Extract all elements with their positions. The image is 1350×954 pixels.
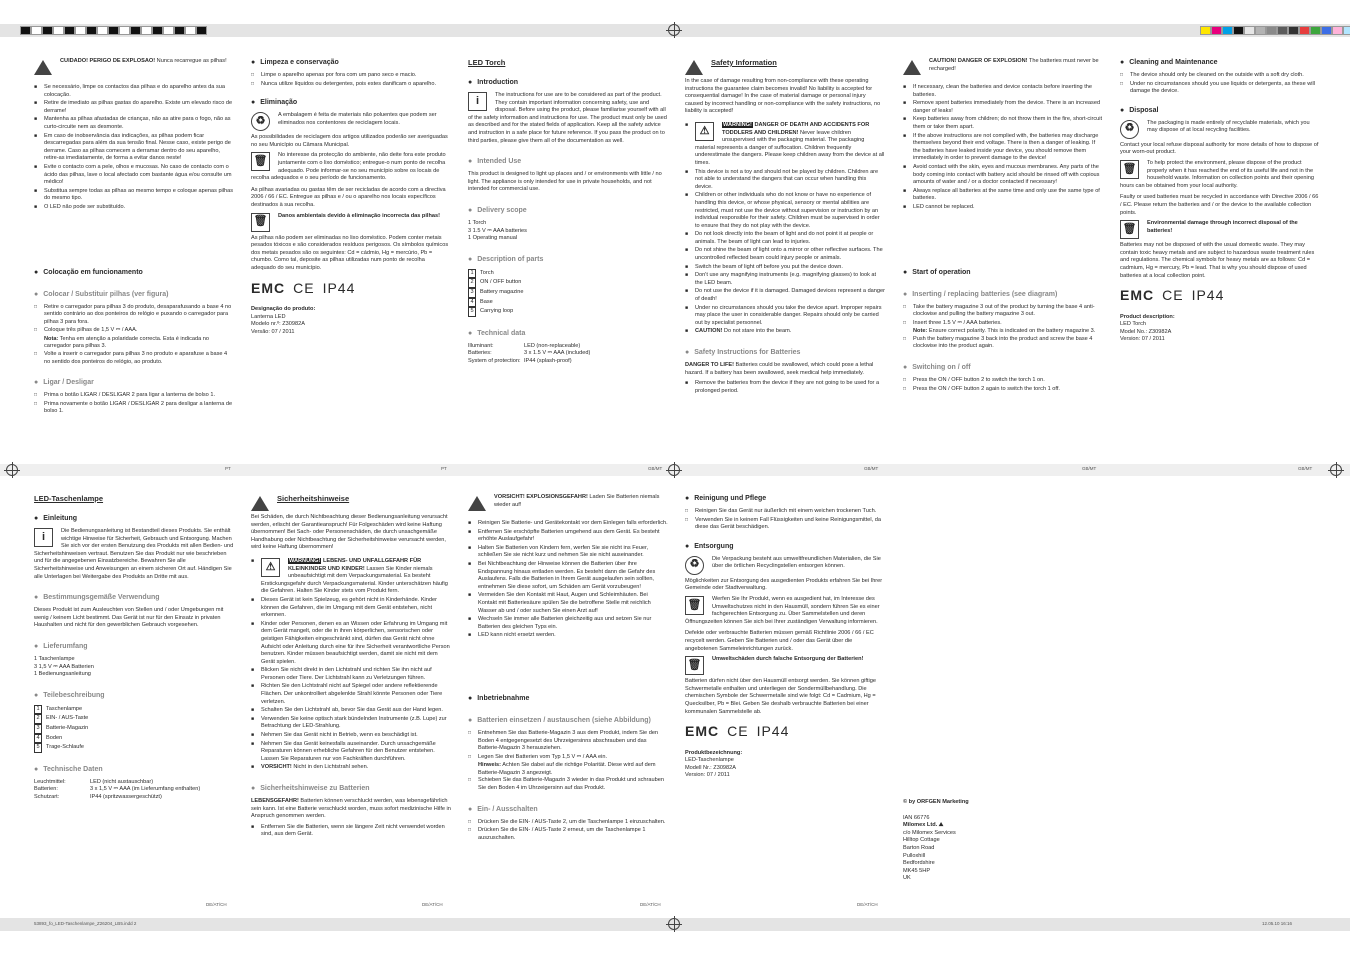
list-item: ■ Always replace all batteries at the same time and only use the same type of batteries.: [903, 188, 1103, 203]
list-item: ■ Reinigen Sie Batterie- und Gerätekontakt vor dem Einlegen falls erforderlich.: [468, 520, 668, 528]
color-swatch: [1343, 26, 1350, 35]
text-line: 3 1.5 V ⎓ AAA batteries: [468, 227, 527, 234]
part-item: [34, 714, 234, 724]
list-item: ■ Keep batteries away from children; do not throw them in the fire, short-circuit them or take them apart.: [903, 116, 1103, 131]
list-item: ■ Bei Nichtbeachtung der Hinweise können die Batterien über ihre Endspannung hinaus entladen werden. Es besteht dann die Gefahr des Auslaufens. Falls die Batterien in Ihrem Gerät ausgelaufen sein sollten, entnehmen Sie diese sofort, um Schäden am Gerät vorzubeugen!: [468, 561, 668, 591]
list-item: □ Press the ON / OFF button 2 again to switch the torch 1 off.: [903, 386, 1103, 394]
text-line: MK45 5HP: [903, 867, 931, 874]
list-item: □ The device should only be cleaned on the outside with a soft dry cloth.: [1120, 72, 1320, 80]
color-swatch: [20, 26, 31, 35]
color-swatch: [1222, 26, 1233, 35]
list-item: ■ Richten Sie den Lichtstrahl nicht auf Spiegel oder andere reflektierende Flächen. Der unkontrolliert abgelenkte Strahl könnte Personen oder Tiere verletzen.: [251, 683, 451, 706]
part-label: Batterie-Magazin: [46, 724, 89, 731]
lang-label: PT: [225, 466, 231, 471]
tech-row: [468, 358, 668, 366]
part-item: [34, 705, 234, 715]
text-line: 1 Operating manual: [468, 235, 518, 242]
color-swatch: [1211, 26, 1222, 35]
list-item: ■ Em caso de inobservância das indicações, as pilhas podem ficar descarregadas para além da sua tensão final. Nesse caso, existe perigo de derrame. Caso as pilhas comecem a derramar dentro do seu aparelho, retire-as imediatamente, de forma a evitar danos neste!: [34, 133, 234, 163]
color-swatch: [75, 26, 86, 35]
text-line: 1 Torch: [468, 219, 487, 226]
text-line: Lanterna LED: [251, 313, 286, 320]
list-item: ■ Do not shine the beam of light onto a mirror or other reflective surfaces. The uncontrolled reflected beam could injury people or animals.: [685, 247, 885, 262]
tech-row: [34, 794, 234, 802]
part-item: [468, 298, 668, 308]
lang-label: DE/AT/CH: [206, 902, 227, 907]
text-line: 1 Bedienungsanleitung: [34, 671, 91, 678]
part-item: [468, 307, 668, 317]
lang-label: GB/MT: [1298, 466, 1313, 471]
section-heading: ● Introduction: [468, 78, 668, 88]
text-line: Hilltop Cottage: [903, 837, 940, 844]
color-swatch: [1266, 26, 1277, 35]
list-item: ■ Kinder oder Personen, denen es an Wissen oder Erfahrung im Umgang mit dem Gerät mangelt, oder die in ihren körperlichen, sensorischen oder geistigen Fähigkeiten eingeschränkt sind, dürfen das Gerät nicht ohne Aufsicht oder Anleitung durch eine für ihre Sicherheit verantwortliche Person benutzen. Kinder müssen beaufsichtigt werden, damit sie nicht mit dem Gerät spielen.: [251, 621, 451, 667]
color-swatch: [1310, 26, 1321, 35]
section-heading: ● Reinigung und Pflege: [685, 494, 885, 504]
copyright: © by ORFGEN Marketing: [903, 799, 969, 805]
part-item: [468, 288, 668, 298]
part-label: Carrying loop: [480, 308, 514, 315]
lang-label: GB/MT: [864, 466, 879, 471]
column-gb-1: LED Torch ● Introduction i The instructions for use are to be considered as part of the product. They contain important information concerning safety, use and disposal. Before using the product, please familiarise yourself with all of the safety information and instructions for use. The product must only be used as described and for the stated fields of application. Keep all the safety advice and instruction in a safe place for future reference. If you pass the product on to third parties, please give them all of the documentation as well. ● Intended Use This product is designed to light up places and / or environments with little / no light. The appliance is only intended for use in private households, and not intended for commercial use. ● Delivery scope 1 Torch 3 1.5 V ⎓ AAA batteries 1 Operating manual ● Description of parts 1 Torch 2 ON / OFF button 3 Battery magazine 4 Base 5 Carrying loop ● Technical data Illuminant: LED (non-replaceable) Batteries: 3 x 1.5 V ⎓ AAA (included) System of protection: IP44 (splash-proof): [468, 58, 668, 365]
section-heading: ● Lieferumfang: [34, 642, 234, 652]
list-item: ■ Avoid contact with the skin, eyes and mucous membranes. Any parts of the body coming into contact with battery acid should be rinsed off with copious amounts of water and / or a doctor contacted if necessary!: [903, 164, 1103, 187]
list-item: □ Press the ON / OFF button 2 to switch the torch 1 on.: [903, 377, 1103, 385]
part-label: Base: [480, 298, 493, 305]
recycle-icon: ♻: [1120, 120, 1139, 139]
text-line: 3 1,5 V ⎓ AAA Batterien: [34, 663, 94, 670]
warning-triangle-icon: [903, 60, 921, 75]
list-item: ■ If the above instructions are not complied with, the batteries may discharge themselves beyond their end voltage. There is then a danger of leaking. If the batteries have leaked inside your device, you should remove them immediately in order to prevent damage to the device!: [903, 133, 1103, 163]
file-name: 53893_fo_LED-Taschenlampe_Z26204_LB5.indd 2: [34, 921, 137, 926]
section-heading: ● Delivery scope: [468, 206, 668, 216]
part-item: [34, 724, 234, 734]
registration-mark: [6, 464, 18, 476]
color-swatch: [185, 26, 196, 35]
section-heading: ● Eliminação: [251, 98, 451, 108]
recycle-icon: ♻: [251, 112, 270, 131]
crossed-bin-icon: 🗑: [1120, 160, 1139, 179]
section-heading: ● Limpeza e conservação: [251, 58, 451, 68]
list-item: ■ If necessary, clean the batteries and device contacts before inserting the batteries.: [903, 84, 1103, 99]
list-item: ■ Children or other individuals who do not know or have no experience of handling this device, or whose physical, sensory or mental abilities are restricted, must not use the device without supervision or instruction by an individual responsible for their safety. Children must be supervised in order to ensure that they do not play with the device.: [685, 192, 885, 230]
tech-value: IP44 (splash-proof): [524, 357, 572, 364]
battery-bin-icon: 🗑: [685, 656, 704, 675]
colorbar-left: [20, 26, 207, 35]
tech-value: LED (nicht austauschbar): [90, 778, 154, 785]
column-gb-4: ● Cleaning and Maintenance □ The device should only be cleaned on the outside with a soft dry cloth. □ Under no circumstances should you use liquids or detergents, as these will damage the device. ● Disposal ♻ The packaging is made entirely of recyclable materials, which you may dispose of at local recycling facilities. Contact your local refuse disposal authority for more details of how to dispose of your worn-out product. 🗑 To help protect the environment, please dispose of the product properly when it has reached the end of its useful life and not in the household waste. Information on collection points and their opening hours can be obtained from your local authority. Faulty or used batteries must be recycled in accordance with Directive 2006 / 66 / EC. Please return the batteries and / or the device to the available collection points. 🗑 Environmental damage through incorrect disposal of the batteries! Batteries may not be disposed of with the usual domestic waste. They may contain toxic heavy metals and are subject to hazardous waste treatment rules and regulations. The chemical symbols for heavy metals are as follows: Cd = cadmium, Hg = mercury, Pb = lead. That is why you should dispose of used batteries at a local collection point. EMC CE IP44 Product description: LED Torch Model No.: Z30982A Version: 07 / 2011: [1120, 58, 1320, 344]
color-swatch: [1332, 26, 1343, 35]
section-heading: ● Start of operation: [903, 268, 1103, 278]
list-item: ■ O LED não pode ser substituído.: [34, 204, 234, 212]
tech-value: 3 x 1,5 V ⎓ AAA (im Lieferumfang enthalten): [90, 786, 201, 793]
text-line: Version: 07 / 2011: [685, 772, 730, 779]
list-item: ■ This device is not a toy and should not be played by children. Children are not able to understand the dangers that can occur when handling this device.: [685, 169, 885, 192]
list-item: □ Limpe o aparelho apenas por fora com um pano seco e macio.: [251, 72, 451, 80]
list-item: ■ Remove spent batteries immediately from the device. There is an increased danger of leaks!: [903, 100, 1103, 115]
part-number: 3: [34, 724, 42, 734]
part-number: 2: [34, 714, 42, 724]
child-warning-icon: ■ ⚠: [695, 122, 714, 141]
list-item: □ Entnehmen Sie das Batterie-Magazin 3 aus dem Produkt, indem Sie den Boden 4 entgegengesetzt des Uhrzeigersinns abschrauben und das Batterie-Magazin 3 herausziehen.: [468, 730, 668, 753]
list-item: ■ Nehmen Sie das Gerät nicht in Betrieb, wenn es beschädigt ist.: [251, 732, 451, 740]
part-item: [34, 734, 234, 744]
part-label: ON / OFF button: [480, 279, 522, 286]
part-number: 4: [34, 734, 42, 744]
section-heading: ● Colocação em funcionamento: [34, 268, 234, 278]
part-number: 5: [468, 307, 476, 317]
list-item: □ Nunca utilize líquidos ou detergentes, pois estes danificam o aparelho.: [251, 81, 451, 89]
list-item: ■ Evite o contacto com a pele, olhos e mucosas. No caso de contacto com o ácido das pilhas, lave o local afectado com bastante água e/ou consulte um médico!: [34, 164, 234, 187]
list-item: ■ Don't use any magnifying instruments (e.g. magnifying glasses) to look at the LED beam.: [685, 272, 885, 287]
section-heading: ● Bestimmungsgemäße Verwendung: [34, 593, 234, 603]
list-item: ■ Entfernen Sie erschöpfte Batterien umgehend aus dem Gerät. Es besteht erhöhte Auslaufgefahr!: [468, 529, 668, 544]
list-item: □ Under no circumstances should you use liquids or detergents, as these will damage the device.: [1120, 81, 1320, 96]
section-heading: ● Safety Instructions for Batteries: [685, 348, 885, 358]
color-swatch: [196, 26, 207, 35]
text-line: Modelo nr.º: Z30982A: [251, 321, 305, 328]
list-item: ■ Nehmen Sie das Gerät keinesfalls auseinander. Durch unsachgemäße Reparaturen können erhebliche Gefahren für den Benutzer entstehen. Lassen Sie Reparaturen nur von Fachkräften durchführen.: [251, 741, 451, 764]
list-item: ■ Verwenden Sie keine optisch stark bündelnden Instrumente (z.B. Lupe) zur Betrachtung der LED-Strahlung.: [251, 716, 451, 731]
part-number: 2: [468, 278, 476, 288]
color-swatch: [53, 26, 64, 35]
color-swatch: [130, 26, 141, 35]
registration-mark: [668, 464, 680, 476]
list-item: □ Retire o carregador para pilhas 3 do produto, desaparafusando a base 4 no sentido contrário ao dos ponteiros do relógio e puxando o carregador para pilhas 3 para fora.: [34, 304, 234, 327]
part-label: Boden: [46, 734, 63, 741]
part-label: Torch: [480, 269, 494, 276]
color-swatch: [1288, 26, 1299, 35]
tech-key: Batteries:: [468, 350, 492, 357]
tech-key: Schutzart:: [34, 793, 60, 800]
lang-label: GB/MT: [648, 466, 663, 471]
section-heading: Safety Information: [685, 58, 885, 68]
note: Nota: Tenha em atenção a polaridade correcta. Esta é indicada no carregador para pilhas 3.: [44, 335, 210, 350]
note: Hinweis: Achten Sie dabei auf die richtige Polarität. Diese wird auf dem Batterie-Magazin 3 angezeigt.: [478, 762, 656, 776]
color-swatch: [1233, 26, 1244, 35]
explosion-warning: CUIDADO! PERIGO DE EXPLOSÃO! Nunca recarregue as pilhas!: [34, 58, 234, 66]
text-line: Bedfordshire: [903, 860, 935, 867]
list-item: ■ LED kann nicht ersetzt werden.: [468, 632, 668, 640]
section-heading: ● Technical data: [468, 329, 668, 339]
section-heading: ● Intended Use: [468, 157, 668, 167]
tech-row: [34, 779, 234, 787]
section-heading: ● Sicherheitshinweise zu Batterien: [251, 784, 451, 794]
section-heading: ● Entsorgung: [685, 542, 885, 552]
info-book-icon: i: [34, 528, 53, 547]
text-line: Barton Road: [903, 844, 935, 851]
text-line: UK: [903, 875, 911, 882]
list-item: ■ Retire de imediato as pilhas gastas do aparelho. Existe um elevado risco de derrame!: [34, 100, 234, 115]
lang-label: DE/AT/CH: [640, 902, 661, 907]
color-swatch: [1200, 26, 1211, 35]
color-swatch: [97, 26, 108, 35]
tech-row: [34, 786, 234, 794]
text-line: Model No.: Z30982A: [1120, 328, 1172, 335]
mountain-logo-icon: ⛰: [938, 822, 944, 829]
part-number: 5: [34, 743, 42, 753]
crossed-bin-icon: 🗑: [251, 152, 270, 171]
section-heading: ● Description of parts: [468, 255, 668, 265]
list-item: ■ Substitua sempre todas as pilhas ao mesmo tempo e coloque apenas pilhas do mesmo tipo.: [34, 188, 234, 203]
list-item: □ Reinigen Sie das Gerät nur äußerlich mit einem weichen trockenen Tuch.: [685, 508, 885, 516]
section-heading: ● Einleitung: [34, 514, 234, 524]
certification-marks: EMC CE IP44: [685, 723, 790, 740]
color-swatch: [1321, 26, 1332, 35]
part-item: [468, 269, 668, 279]
part-number: 3: [468, 288, 476, 298]
tech-key: Batterien:: [34, 786, 58, 793]
part-label: Taschenlampe: [46, 705, 83, 712]
color-swatch: [163, 26, 174, 35]
text-line: c/o Milomex Services: [903, 829, 956, 836]
certification-marks: EMC CE IP44: [1120, 287, 1225, 304]
warning-triangle-icon: [685, 60, 703, 75]
list-item: □ Prima novamente o botão LIGAR / DESLIGAR 2 para desligar a lanterna de bolso 1.: [34, 401, 234, 416]
column-pt-2: ● Limpeza e conservação □ Limpe o aparelho apenas por fora com um pano seco e macio. □ Nunca utilize líquidos ou detergentes, pois estes danificam o aparelho. ● Eliminação ♻ A embalagem é feita de materiais não poluentes que podem ser eliminados nos contentores de reciclagem locais. As possibilidades de reciclagem dos artigos utilizados poderão ser averiguadas no seu Município ou Câmara Municipal. 🗑 No interesse da protecção do ambiente, não deite fora este produto juntamente com o lixo doméstico; entregue-o num ponto de recolha adequado. Pode informar-se no seu município sobre os locais de recolha adequados e o seu período de funcionamento. As pilhas avariadas ou gastas têm de ser recicladas de acordo com a directiva 2006 / 66 / EC. Entregue as pilhas e / ou o aparelho nos locais específicos destinados à sua recolha. 🗑 Danos ambientais devido à eliminação incorrecta das pilhas! As pilhas não podem ser eliminadas no lixo doméstico. Podem conter metais pesados tóxicos e são considerados resíduos perigosos. Os símbolos químicos dos metais pesados são os seguintes: Cd = cádmio, Hg = mercúrio, Pb = chumbo. Como tal, deposite as pilhas utilizadas num ponto de recolha adequado do seu município. EMC CE IP44 Designação do produto: Lanterna LED Modelo nr.º: Z30982A Versão: 07 / 2011: [251, 58, 451, 336]
registration-mark: [1330, 464, 1342, 476]
list-item: □ Prima o botão LIGAR / DESLIGAR 2 para ligar a lanterna de bolso 1.: [34, 392, 234, 400]
tech-key: Leuchtmittel:: [34, 778, 66, 785]
note: Note: Ensure correct polarity. This is indicated on the battery magazine 3.: [913, 328, 1096, 335]
color-swatch: [141, 26, 152, 35]
section-heading: ● Disposal: [1120, 106, 1320, 116]
section-heading: ● Inbetriebnahme: [468, 694, 668, 704]
child-warning-icon: ■ ⚠: [261, 558, 280, 577]
list-item: ■ Se necessário, limpe os contactos das pilhas e do aparelho antes da sua colocação.: [34, 84, 234, 99]
part-number: 1: [34, 705, 42, 715]
section-heading: ● Ein- / Ausschalten: [468, 805, 668, 815]
color-swatch: [108, 26, 119, 35]
battery-bin-icon: 🗑: [251, 213, 270, 232]
tech-value: LED (non-replaceable): [524, 342, 581, 349]
column-de-1: LED-Taschenlampe ● Einleitung i Die Bedienungsanleitung ist Bestandteil dieses Produkts. Sie enthält wichtige Hinweise für Sicherheit, Gebrauch und Entsorgung. Machen Sie sich vor der ersten Benutzung des Produkts mit allen Bedien- und Sicherheitshinweisen vertraut. Benutzen Sie das Produkt nur wie beschrieben und für die angegebenen Einsatzbereiche. Bewahren Sie alle Sicherheitshinweise und Anweisungen an einem sicheren Ort auf. Händigen Sie alle Unterlagen bei Weitergabe des Produkts an Dritte mit aus. ● Bestimmungsgemäße Verwendung Dieses Produkt ist zum Ausleuchten von Stellen und / oder Umgebungen mit wenig / keinem Licht bestimmt. Das Gerät ist nur für den Einsatz in privaten Haushalten und nicht für den gewerblichen Gebrauch vorgesehen. ● Lieferumfang 1 Taschenlampe 3 1,5 V ⎓ AAA Batterien 1 Bedienungsanleitung ● Teilebeschreibung 1 Taschenlampe 2 EIN- / AUS-Taste 3 Batterie-Magazin 4 Boden 5 Trage-Schlaufe ● Technische Daten Leuchtmittel: LED (nicht austauschbar) Batterien: 3 x 1,5 V ⎓ AAA (im Lieferumfang enthalten) Schutzart: IP44 (spritzwassergeschützt): [34, 494, 234, 801]
list-item: □ Drücken Sie die EIN- / AUS-Taste 2 erneut, um die Taschenlampe 1 auszuschalten.: [468, 827, 668, 842]
colorbar-right: [1200, 26, 1350, 35]
caution-note: ■ CAUTION! Do not stare into the beam.: [685, 328, 885, 336]
certification-marks: EMC CE IP44: [251, 279, 356, 296]
list-item: □ Coloque três pilhas de 1,5 V ⎓ / AAA.: [34, 327, 234, 335]
part-item: [34, 743, 234, 753]
battery-bin-icon: 🗑: [1120, 220, 1139, 239]
section-heading: ● Colocar / Substituir pilhas (ver figura): [34, 290, 234, 300]
list-item: ■ Switch the beam of light off before you put the device down.: [685, 264, 885, 272]
text-line: Modell Nr.: Z30982A: [685, 764, 736, 771]
list-item: ■ Vermeiden Sie den Kontakt mit Haut, Augen und Schleimhäuten. Bei Kontakt mit Batteriesäure spülen Sie die betroffene Stelle mit reichlich Wasser ab und / oder suchen Sie einen Arzt auf!: [468, 592, 668, 615]
list-item: □ Legen Sie drei Batterien vom Typ 1,5 V ⎓ / AAA ein.: [468, 754, 668, 762]
list-item: □ Take the battery magazine 3 out of the product by turning the base 4 anti-clockwise and pulling the battery magazine 3 out.: [903, 304, 1103, 319]
document-title: LED-Taschenlampe: [34, 494, 104, 503]
color-swatch: [64, 26, 75, 35]
color-swatch: [1277, 26, 1288, 35]
text-line: Versão: 07 / 2011: [251, 328, 295, 335]
lang-label: GB/MT: [1082, 466, 1097, 471]
ian-number: IAN 66776: [903, 814, 930, 821]
list-item: ■ Blicken Sie nicht direkt in den Lichtstrahl und richten Sie ihn nicht auf Personen oder Tiere. Der Lichtstrahl kann zu Verletzungen führen.: [251, 667, 451, 682]
section-heading: ● Technische Daten: [34, 765, 234, 775]
caution-note: ■ VORSICHT! Nicht in den Lichtstrahl sehen.: [251, 764, 451, 772]
warning-triangle-icon: [468, 496, 486, 511]
tech-value: IP44 (spritzwassergeschützt): [90, 793, 162, 800]
column-de-3: VORSICHT! EXPLOSIONSGEFAHR! Laden Sie Batterien niemals wieder auf! ■ Reinigen Sie Batterie- und Gerätekontakt vor dem Einlegen falls erforderlich. ■ Entfernen Sie erschöpfte Batterien umgehend aus dem Gerät. Es besteht erhöhte Auslaufgefahr! ■ Halten Sie Batterien von Kindern fern, werfen Sie sie nicht ins Feuer, schließen Sie sie nicht kurz und nehmen Sie sie nicht auseinander. ■ Bei Nichtbeachtung der Hinweise können die Batterien über ihre Endspannung hinaus entladen werden. Es besteht dann die Gefahr des Auslaufens. Falls die Batterien in Ihrem Gerät ausgelaufen sein sollten, entnehmen Sie diese sofort, um Schäden am Gerät vorzubeugen! ■ Vermeiden Sie den Kontakt mit Haut, Augen und Schleimhäuten. Bei Kontakt mit Batteriesäure spülen Sie die betroffene Stelle mit reichlich Wasser ab und / oder suchen Sie einen Arzt auf! ■ Wechseln Sie immer alle Batterien gleichzeitig aus und setzen Sie nur Batterien des gleichen Typs ein. ■ LED kann nicht ersetzt werden. ● Inbetriebnahme ● Batterien einsetzen / austauschen (siehe Abbildung) □ Entnehmen Sie das Batterie-Magazin 3 aus dem Produkt, indem Sie den Boden 4 entgegengesetzt des Uhrzeigersinns abschrauben und das Batterie-Magazin 3 herausziehen. □ Legen Sie drei Batterien vom Typ 1,5 V ⎓ / AAA ein. Hinweis: Achten Sie dabei auf die richtige Polarität. Diese wird auf dem Batterie-Magazin 3 angezeigt. □ Schieben Sie das Batterie-Magazin 3 wieder in das Produkt und schrauben Sie den Boden 4 im Uhrzeigersinn auf das Produkt. ● Ein- / Ausschalten □ Drücken Sie die EIN- / AUS-Taste 2, um die Taschenlampe 1 einzuschalten. □ Drücken Sie die EIN- / AUS-Taste 2 erneut, um die Taschenlampe 1 auszuschalten.: [468, 494, 668, 843]
warning-triangle-icon: [34, 60, 52, 75]
section-heading: ● Switching on / off: [903, 363, 1103, 373]
list-item: ■ Dieses Gerät ist kein Spielzeug, es gehört nicht in Kinderhände. Kinder können die Gefahren, die im Umgang mit dem Gerät entstehen, nicht erkennen.: [251, 597, 451, 620]
color-swatch: [119, 26, 130, 35]
list-item: ■ Under no circumstances should you take the device apart. Improper repairs may place the user in considerable danger. Repairs should only be carried out by specialist personnel.: [685, 305, 885, 328]
text-line: LED-Taschenlampe: [685, 757, 734, 764]
tech-row: [468, 343, 668, 351]
section-heading: ● Ligar / Desligar: [34, 378, 234, 388]
part-number: 4: [468, 298, 476, 308]
warning-triangle-icon: [251, 496, 269, 511]
lang-label: PT: [441, 466, 447, 471]
list-item: ■ Halten Sie Batterien von Kindern fern, werfen Sie sie nicht ins Feuer, schließen Sie sie nicht kurz und nehmen Sie sie nicht auseinander.: [468, 545, 668, 560]
color-swatch: [42, 26, 53, 35]
section-heading: Sicherheitshinweise: [251, 494, 451, 504]
color-swatch: [174, 26, 185, 35]
lang-label: DE/AT/CH: [857, 902, 878, 907]
tech-value: 3 x 1.5 V ⎓ AAA (included): [524, 350, 591, 357]
list-item: ■ Mantenha as pilhas afastadas de crianças, não as atire para o fogo, não as curto-circuite nem as desmonte.: [34, 116, 234, 131]
document-title: LED Torch: [468, 58, 506, 67]
column-gb-3: CAUTION! DANGER OF EXPLOSION! The batteries must never be recharged! ■ If necessary, clean the batteries and device contacts before inserting the batteries. ■ Remove spent batteries immediately from the device. There is an increased danger of leaks! ■ Keep batteries away from children; do not throw them in the fire, short-circuit them or take them apart. ■ If the above instructions are not complied with, the batteries may discharge themselves beyond their end voltage. There is then a danger of leaking. If the batteries have leaked inside your device, you should remove them immediately in order to prevent damage to the device! ■ Avoid contact with the skin, eyes and mucous membranes. Any parts of the body coming into contact with battery acid should be rinsed off with copious amounts of water and / or a doctor contacted if necessary! ■ Always replace all batteries at the same time and only use the same type of batteries. ■ LED cannot be replaced. ● Start of operation ● Inserting / replacing batteries (see diagram) □ Take the battery magazine 3 out of the product by turning the base 4 anti-clockwise and pulling the battery magazine 3 out. □ Insert three 1.5 V ⎓ / AAA batteries. Note: Ensure correct polarity. This is indicated on the battery magazine 3. □ Push the battery magazine 3 back into the product and screw the base 4 clockwise into the product again. ● Switching on / off □ Press the ON / OFF button 2 to switch the torch 1 on. □ Press the ON / OFF button 2 again to switch the torch 1 off.: [903, 58, 1103, 394]
tech-key: Illuminant:: [468, 342, 494, 349]
list-item: □ Volte a inserir o carregador para pilhas 3 no produto e aparafuse a base 4 no sentido dos ponteiros do relógio, ao produto.: [34, 351, 234, 366]
list-item: □ Schieben Sie das Batterie-Magazin 3 wieder in das Produkt und schrauben Sie den Boden 4 im Uhrzeigersinn auf das Produkt.: [468, 777, 668, 792]
part-number: 1: [468, 269, 476, 279]
registration-mark: [668, 918, 680, 930]
color-swatch: [1299, 26, 1310, 35]
column-de-4: ● Reinigung und Pflege □ Reinigen Sie das Gerät nur äußerlich mit einem weichen trockenen Tuch. □ Verwenden Sie in keinem Fall Flüssigkeiten und keine Reinigungsmittel, da diese das Gerät beschädigen. ● Entsorgung ♻ Die Verpackung besteht aus umweltfreundlichen Materialien, die Sie über die örtlichen Recyclingstellen entsorgen können. Möglichkeiten zur Entsorgung des ausgedienten Produkts erfahren Sie bei Ihrer Gemeinde oder Stadtverwaltung. 🗑 Werfen Sie Ihr Produkt, wenn es ausgedient hat, im Interesse des Umweltschutzes nicht in den Hausmüll, sondern führen Sie es einer fachgerechten Entsorgung zu. Über Sammelstellen und deren Öffnungszeiten können Sie sich bei Ihrer zuständigen Verwaltung informieren. Defekte oder verbrauchte Batterien müssen gemäß Richtlinie 2006 / 66 / EC recycelt werden. Geben Sie Batterien und / oder das Gerät über die angebotenen Sammeleinrichtungen zurück. 🗑 Umweltschäden durch falsche Entsorgung der Batterien! Batterien dürfen nicht über den Hausmüll entsorgt werden. Sie können giftige Schwermetalle enthalten und unterliegen der Sondermüllbehandlung. Die chemischen Symbole der Schwermetalle sind wie folgt: Cd = Cadmium, Hg = Quecksilber, Pb = Blei. Geben Sie deshalb verbrauchte Batterien bei einer kommunalen Sammelstelle ab. EMC CE IP44 Produktbezeichnung: LED-Taschenlampe Modell Nr.: Z30982A Version: 07 / 2011: [685, 494, 885, 780]
part-label: Trage-Schlaufe: [46, 744, 85, 751]
print-timestamp: 12.05.10 16:16: [1262, 921, 1293, 926]
registration-mark: [668, 24, 680, 36]
section-heading: ● Inserting / replacing batteries (see diagram): [903, 290, 1103, 300]
list-item: ■ Do not look directly into the beam of light and do not point it at people or animals. The beam of light can lead to injuries.: [685, 231, 885, 246]
section-heading: ● Batterien einsetzen / austauschen (siehe Abbildung): [468, 716, 668, 726]
section-heading: ● Cleaning and Maintenance: [1120, 58, 1320, 68]
text-line: LED Torch: [1120, 321, 1147, 328]
info-book-icon: i: [468, 92, 487, 111]
color-swatch: [152, 26, 163, 35]
color-swatch: [86, 26, 97, 35]
column-pt-1: [34, 58, 234, 417]
tech-row: [468, 350, 668, 358]
tech-key: System of protection:: [468, 357, 521, 364]
part-label: Battery magazine: [480, 288, 524, 295]
list-item: □ Insert three 1.5 V ⎓ / AAA batteries.: [903, 320, 1103, 328]
column-address: [903, 799, 1103, 883]
part-label: EIN- / AUS-Taste: [46, 715, 89, 722]
column-gb-2: Safety Information In the case of damage resulting from non-compliance with these operating instructions the guarantee claim becomes invalid! No liability is accepted for consequential damage! In the case of material damage or personal injury caused by incorrect handling or non-compliance with the safety instructions, no liability is accepted! ■ ⚠ WARNING! DANGER OF DEATH AND ACCIDENTS FOR TODDLERS AND CHILDREN! Never leave children unsupervised with the packaging material. The packaging material represents a danger of suffocation. Children frequently underestimate the dangers. Please keep children away from the device at all times. ■ This device is not a toy and should not be played by children. Children are not able to understand the dangers that can occur when handling this device. ■ Children or other individuals who do not know or have no experience of handling this device, or whose physical, sensory or mental abilities are restricted, must not use the device without supervision or instruction by an individual responsible for their safety. Children must be supervised in order to ensure that they do not play with the device. ■ Do not look directly into the beam of light and do not point it at people or animals. The beam of light can lead to injuries. ■ Do not shine the beam of light onto a mirror or other reflective surfaces. The uncontrolled reflected beam could injury people or animals. ■ Switch the beam of light off before you put the device down. ■ Don't use any magnifying instruments (e.g. magnifying glasses) to look at the LED beam. ■ Do not use the device if it is damaged. Damaged devices represent a danger of death! ■ Under no circumstances should you take the device apart. Improper repairs may place the user in considerable danger. Repairs should only be carried out by specialist personnel. ■ CAUTION! Do not stare into the beam. ● Safety Instructions for Batteries DANGER TO LIFE! Batteries could be swallowed, which could pose a lethal hazard. If a battery has been swallowed, seek medical help immediately. ■ Remove the batteries from the device if they are not going to be used for a prolonged period.: [685, 58, 885, 396]
lang-label: DE/AT/CH: [422, 902, 443, 907]
list-item: □ Drücken Sie die EIN- / AUS-Taste 2, um die Taschenlampe 1 einzuschalten.: [468, 819, 668, 827]
section-heading: ● Teilebeschreibung: [34, 691, 234, 701]
list-item: ■ Schalten Sie den Lichtstrahl ab, bevor Sie das Gerät aus der Hand legen.: [251, 707, 451, 715]
column-de-2: Sicherheitshinweise Bei Schäden, die durch Nichtbeachtung dieser Bedienungsanleitung verursacht werden, erlischt der Garantieanspruch! Für Folgeschäden wird keine Haftung übernommen! Bei Sach- oder Personenschäden, die durch unsachgemäße Handhabung oder Nichtbeachtung der Sicherheitshinweise verursacht werden, wird keine Haftung übernommen! ■ ⚠ WARNUNG! LEBENS- UND UNFALLGEFAHR FÜR KLEINKINDER UND KINDER! Lassen Sie Kinder niemals unbeaufsichtigt mit dem Verpackungsmaterial. Es besteht Erstickungsgefahr durch Verpackungsmaterial. Kinder unterschätzen häufig die Gefahren. Halten Sie Kinder stets vom Produkt fern. ■ Dieses Gerät ist kein Spielzeug, es gehört nicht in Kinderhände. Kinder können die Gefahren, die im Umgang mit dem Gerät entstehen, nicht erkennen. ■ Kinder oder Personen, denen es an Wissen oder Erfahrung im Umgang mit dem Gerät mangelt, oder die in ihren körperlichen, sensorischen oder geistigen Fähigkeiten eingeschränkt sind, dürfen das Gerät nicht ohne Aufsicht oder Anleitung durch eine für ihre Sicherheit verantwortliche Person benutzen. Kinder müssen beaufsichtigt werden, damit sie nicht mit dem Gerät spielen. ■ Blicken Sie nicht direkt in den Lichtstrahl und richten Sie ihn nicht auf Personen oder Tiere. Der Lichtstrahl kann zu Verletzungen führen. ■ Richten Sie den Lichtstrahl nicht auf Spiegel oder andere reflektierende Flächen. Der unkontrolliert abgelenkte Strahl könnte Personen oder Tiere verletzen. ■ Schalten Sie den Lichtstrahl ab, bevor Sie das Gerät aus der Hand legen. ■ Verwenden Sie keine optisch stark bündelnden Instrumente (z.B. Lupe) zur Betrachtung der LED-Strahlung. ■ Nehmen Sie das Gerät nicht in Betrieb, wenn es beschädigt ist. ■ Nehmen Sie das Gerät keinesfalls auseinander. Durch unsachgemäße Reparaturen können erhebliche Gefahren für den Benutzer entstehen. Lassen Sie Reparaturen nur von Fachkräften durchführen. ■ VORSICHT! Nicht in den Lichtstrahl sehen. ● Sicherheitshinweise zu Batterien LEBENSGEFAHR! Batterien können verschluckt werden, was lebensgefährlich sein kann. Ist eine Batterie verschluckt worden, muss sofort medizinische Hilfe in Anspruch genommen werden. ■ Entfernen Sie die Batterien, wenn sie längere Zeit nicht verwendet worden sind, aus dem Gerät.: [251, 494, 451, 840]
list-item: ■ LED cannot be replaced.: [903, 204, 1103, 212]
text-line: Version: 07 / 2011: [1120, 336, 1165, 343]
list-item: □ Verwenden Sie in keinem Fall Flüssigkeiten und keine Reinigungsmittel, da diese das Gerät beschädigen.: [685, 517, 885, 532]
company-name: Milomex Ltd. ⛰: [903, 822, 944, 829]
list-item: ■ Do not use the device if it is damaged. Damaged devices represent a danger of death!: [685, 288, 885, 303]
crossed-bin-icon: 🗑: [685, 596, 704, 615]
color-swatch: [1244, 26, 1255, 35]
recycle-icon: ♻: [685, 556, 704, 575]
text-line: 1 Taschenlampe: [34, 655, 75, 662]
list-item: ■ Wechseln Sie immer alle Batterien gleichzeitig aus und setzen Sie nur Batterien des gleichen Typs ein.: [468, 616, 668, 631]
list-item: □ Push the battery magazine 3 back into the product and screw the base 4 clockwise into the product again.: [903, 336, 1103, 351]
part-item: [468, 278, 668, 288]
color-swatch: [1255, 26, 1266, 35]
text-line: Pulloxhill: [903, 852, 926, 859]
color-swatch: [31, 26, 42, 35]
